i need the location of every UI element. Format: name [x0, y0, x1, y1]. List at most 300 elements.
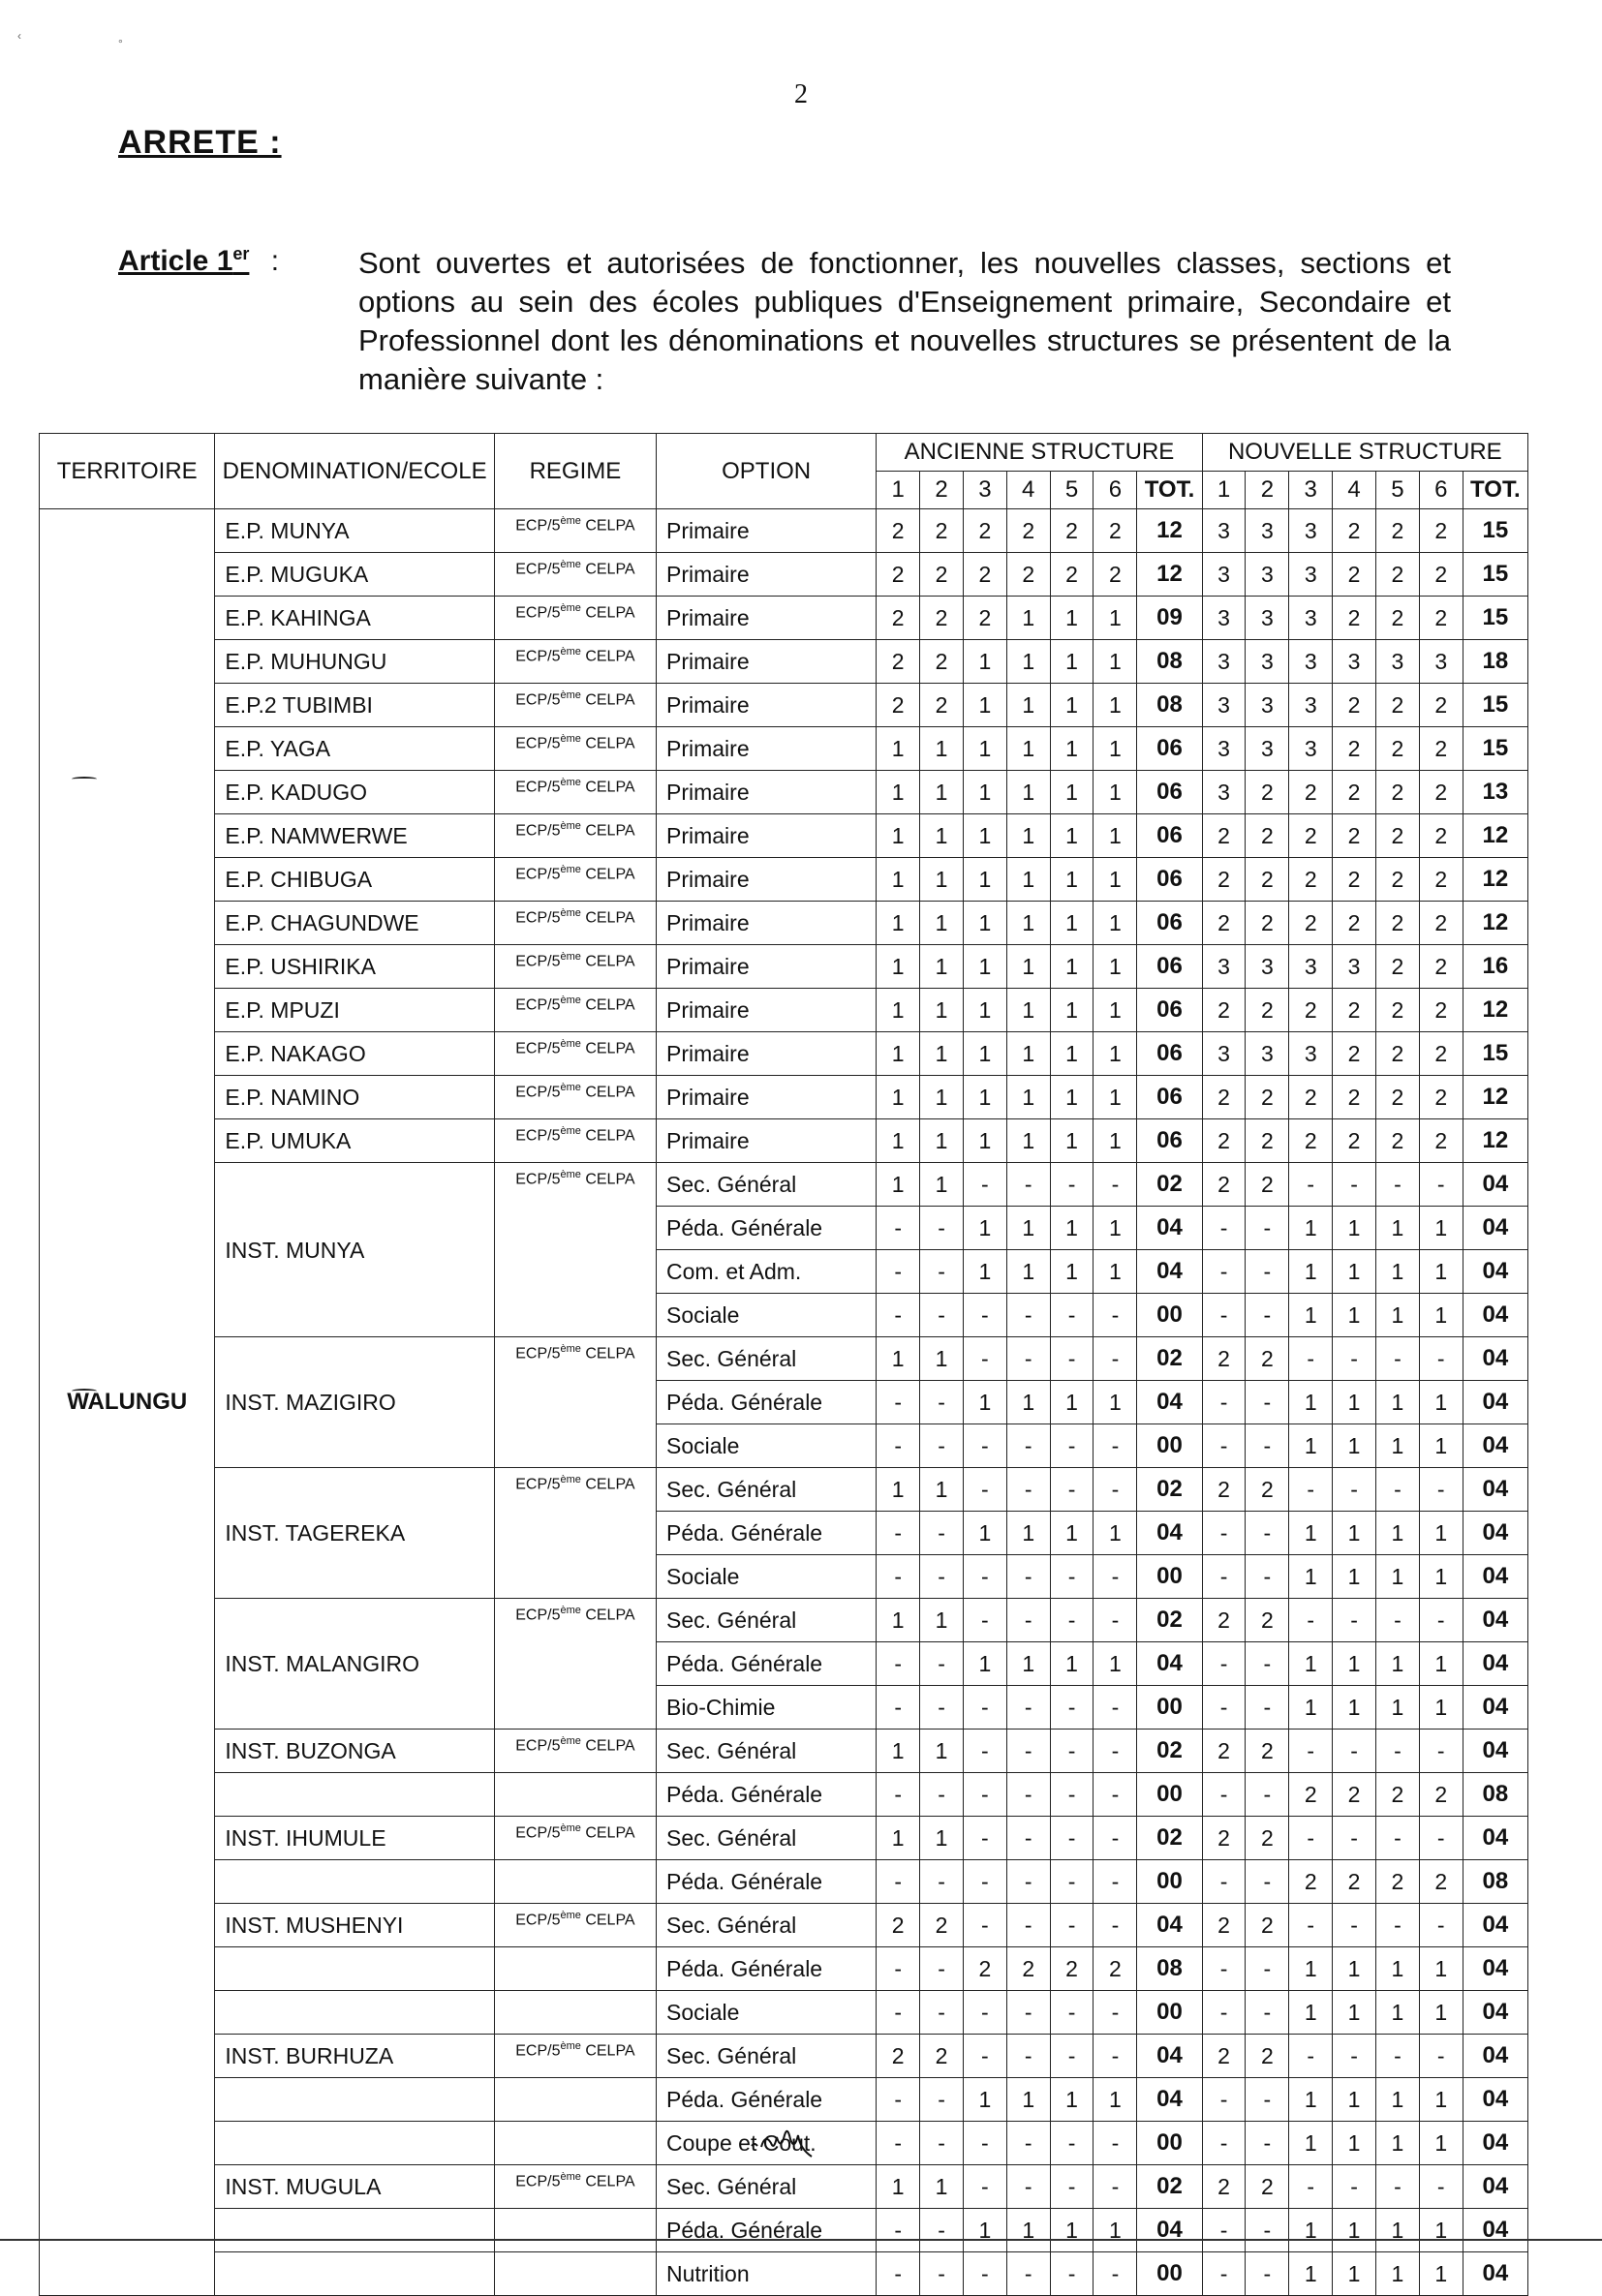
new-class-value: 1: [1375, 1686, 1419, 1730]
new-class-value: 2: [1419, 945, 1463, 989]
new-class-value: 1: [1289, 1207, 1333, 1250]
old-class-value: 1: [1050, 771, 1094, 814]
table-header: [40, 434, 1528, 509]
new-class-value: -: [1246, 2252, 1289, 2296]
new-class-value: 1: [1333, 2122, 1376, 2165]
new-total: 04: [1463, 1512, 1527, 1555]
school-name: E.P. KADUGO: [215, 771, 494, 814]
regime-cell-empty: [494, 1860, 656, 1904]
school-name: E.P. NAMINO: [215, 1076, 494, 1119]
new-class-value: 1: [1419, 1947, 1463, 1991]
regime-tail: CELPA: [580, 1607, 635, 1624]
new-total: 04: [1463, 2035, 1527, 2078]
regime-sup: ème: [560, 1038, 581, 1050]
table-body: [40, 509, 1528, 2296]
regime-sup: ème: [560, 777, 581, 788]
old-class-value: 1: [1050, 2078, 1094, 2122]
new-total: 04: [1463, 1730, 1527, 1773]
regime-tail: CELPA: [580, 866, 635, 883]
new-class-value: 2: [1246, 1904, 1289, 1947]
old-class-value: -: [1050, 1424, 1094, 1468]
old-class-value: 1: [920, 814, 964, 858]
old-class-value: -: [963, 1904, 1006, 1947]
old-class-value: -: [1006, 1730, 1050, 1773]
new-class-value: -: [1202, 1860, 1246, 1904]
regime-tail: CELPA: [580, 1737, 635, 1755]
new-class-value: 1: [1289, 1294, 1333, 1337]
old-class-value: -: [963, 2035, 1006, 2078]
school-name: E.P. MUNYA: [215, 509, 494, 553]
old-total: 00: [1137, 1773, 1202, 1817]
old-class-value: 1: [877, 858, 920, 902]
old-class-value: 1: [1050, 684, 1094, 727]
table-row: [40, 1773, 1528, 1817]
old-class-value: 1: [1094, 684, 1137, 727]
new-class-value: 1: [1419, 1381, 1463, 1424]
old-class-value: 1: [1094, 1076, 1137, 1119]
option-cell: Primaire: [656, 989, 876, 1032]
old-class-value: 1: [920, 1730, 964, 1773]
old-class-value: 1: [920, 1163, 964, 1207]
new-class-value: 3: [1289, 945, 1333, 989]
new-class-value: 1: [1289, 2122, 1333, 2165]
new-class-value: -: [1202, 1250, 1246, 1294]
old-class-value: -: [1006, 1424, 1050, 1468]
regime-cell-empty: [494, 2078, 656, 2122]
regime-cell: [494, 1076, 656, 1119]
new-class-value: 3: [1246, 553, 1289, 597]
old-class-value: 1: [963, 1642, 1006, 1686]
old-class-value: 1: [920, 1119, 964, 1163]
school-name: INST. MALANGIRO: [215, 1599, 494, 1730]
old-class-value: 1: [1094, 814, 1137, 858]
old-class-value: 2: [963, 553, 1006, 597]
old-class-value: 1: [963, 684, 1006, 727]
header-class-old-5: 5: [1050, 472, 1094, 509]
new-class-value: -: [1333, 1599, 1376, 1642]
school-name: INST. IHUMULE: [215, 1817, 494, 1860]
new-class-value: 2: [1419, 1860, 1463, 1904]
old-class-value: 1: [920, 1468, 964, 1512]
regime-tail: CELPA: [580, 1084, 635, 1101]
option-cell: Péda. Générale: [656, 2078, 876, 2122]
old-class-value: 1: [1094, 902, 1137, 945]
table-row: [40, 597, 1528, 640]
new-class-value: 2: [1333, 989, 1376, 1032]
option-cell: Sec. Général: [656, 1817, 876, 1860]
regime-sup: ème: [560, 1910, 581, 1921]
regime-sup: ème: [560, 1169, 581, 1180]
new-class-value: 1: [1333, 1424, 1376, 1468]
old-class-value: 2: [1050, 553, 1094, 597]
old-total: 06: [1137, 1076, 1202, 1119]
old-class-value: -: [877, 1991, 920, 2035]
regime-tail: CELPA: [580, 604, 635, 622]
old-class-value: 1: [1050, 1512, 1094, 1555]
old-class-value: 1: [877, 1337, 920, 1381]
regime-sup: ème: [560, 951, 581, 963]
new-class-value: 1: [1333, 1555, 1376, 1599]
new-class-value: 2: [1246, 989, 1289, 1032]
new-class-value: 3: [1289, 684, 1333, 727]
new-class-value: 2: [1333, 814, 1376, 858]
new-class-value: 1: [1419, 1207, 1463, 1250]
new-class-value: 2: [1202, 2035, 1246, 2078]
new-class-value: 1: [1333, 1642, 1376, 1686]
option-cell: Primaire: [656, 509, 876, 553]
old-class-value: 1: [920, 902, 964, 945]
old-total: 02: [1137, 1163, 1202, 1207]
new-class-value: -: [1289, 1468, 1333, 1512]
new-class-value: 1: [1375, 2252, 1419, 2296]
table-row: [40, 989, 1528, 1032]
old-class-value: -: [1094, 1817, 1137, 1860]
old-class-value: -: [1050, 1686, 1094, 1730]
table-row: [40, 1730, 1528, 1773]
school-name: INST. MUNYA: [215, 1163, 494, 1337]
regime-tail: CELPA: [580, 517, 635, 535]
old-class-value: 1: [1050, 1119, 1094, 1163]
table-row: [40, 1599, 1528, 1642]
old-class-value: 1: [963, 2209, 1006, 2252]
new-class-value: 3: [1289, 640, 1333, 684]
old-class-value: -: [920, 1860, 964, 1904]
old-class-value: 1: [1006, 1381, 1050, 1424]
new-class-value: 2: [1375, 989, 1419, 1032]
old-class-value: -: [1094, 1860, 1137, 1904]
new-total: 15: [1463, 509, 1527, 553]
school-structure-table: [39, 433, 1528, 2296]
new-class-value: 1: [1333, 1207, 1376, 1250]
old-class-value: -: [963, 1294, 1006, 1337]
old-class-value: 2: [920, 684, 964, 727]
new-class-value: 2: [1246, 1119, 1289, 1163]
old-class-value: -: [1006, 1294, 1050, 1337]
old-class-value: 1: [963, 945, 1006, 989]
regime-cell: [494, 1119, 656, 1163]
old-total: 06: [1137, 1032, 1202, 1076]
old-class-value: 1: [1050, 597, 1094, 640]
new-class-value: 2: [1333, 1773, 1376, 1817]
old-class-value: 1: [877, 1599, 920, 1642]
old-class-value: 2: [920, 553, 964, 597]
old-class-value: 2: [877, 1904, 920, 1947]
school-name: E.P. YAGA: [215, 727, 494, 771]
new-class-value: -: [1202, 1773, 1246, 1817]
old-class-value: -: [877, 1207, 920, 1250]
new-class-value: -: [1246, 1424, 1289, 1468]
new-class-value: -: [1246, 1686, 1289, 1730]
school-name-empty: [215, 1947, 494, 1991]
new-class-value: 1: [1419, 2209, 1463, 2252]
old-class-value: 1: [1050, 727, 1094, 771]
old-class-value: -: [877, 2122, 920, 2165]
old-class-value: 1: [1006, 989, 1050, 1032]
regime-sup: ème: [560, 689, 581, 701]
old-class-value: -: [963, 1991, 1006, 2035]
old-class-value: 2: [920, 597, 964, 640]
new-class-value: 2: [1202, 989, 1246, 1032]
regime-text: ECP/5: [515, 648, 561, 665]
old-class-value: 1: [1006, 945, 1050, 989]
option-cell: Primaire: [656, 597, 876, 640]
option-cell: Primaire: [656, 1119, 876, 1163]
new-total: 12: [1463, 902, 1527, 945]
bottom-rule: [0, 2239, 1602, 2241]
new-class-value: 2: [1333, 509, 1376, 553]
article-label-name: [118, 245, 249, 277]
new-total: 04: [1463, 1642, 1527, 1686]
option-cell: Péda. Générale: [656, 1381, 876, 1424]
old-class-value: 1: [1094, 597, 1137, 640]
new-total: 13: [1463, 771, 1527, 814]
new-class-value: 2: [1419, 727, 1463, 771]
new-class-value: -: [1202, 1642, 1246, 1686]
new-class-value: -: [1246, 1947, 1289, 1991]
table-row: [40, 1119, 1528, 1163]
new-class-value: 1: [1375, 2122, 1419, 2165]
new-class-value: 1: [1333, 1947, 1376, 1991]
old-class-value: -: [1050, 1773, 1094, 1817]
new-class-value: 3: [1202, 597, 1246, 640]
old-class-value: 1: [1006, 684, 1050, 727]
old-class-value: 1: [1050, 858, 1094, 902]
new-class-value: 1: [1419, 2252, 1463, 2296]
old-total: 08: [1137, 684, 1202, 727]
old-class-value: -: [1006, 2252, 1050, 2296]
new-class-value: -: [1375, 1163, 1419, 1207]
new-total: 04: [1463, 2165, 1527, 2209]
old-total: 00: [1137, 1860, 1202, 1904]
new-class-value: -: [1333, 1730, 1376, 1773]
old-class-value: 1: [1050, 902, 1094, 945]
new-class-value: 2: [1333, 1076, 1376, 1119]
old-class-value: 1: [963, 640, 1006, 684]
regime-tail: CELPA: [580, 953, 635, 970]
old-class-value: 1: [1094, 2209, 1137, 2252]
new-class-value: 2: [1246, 902, 1289, 945]
new-class-value: 1: [1419, 2122, 1463, 2165]
new-class-value: 3: [1202, 509, 1246, 553]
regime-cell: [494, 989, 656, 1032]
regime-cell: [494, 1468, 656, 1599]
new-class-value: -: [1333, 1163, 1376, 1207]
old-class-value: 2: [1094, 1947, 1137, 1991]
old-total: 12: [1137, 553, 1202, 597]
new-class-value: 1: [1375, 1947, 1419, 1991]
school-name-empty: [215, 2078, 494, 2122]
option-cell: Sec. Général: [656, 1337, 876, 1381]
new-class-value: 3: [1202, 945, 1246, 989]
old-class-value: -: [877, 2078, 920, 2122]
old-class-value: 1: [1006, 1076, 1050, 1119]
old-class-value: -: [1094, 1686, 1137, 1730]
new-class-value: 1: [1289, 1555, 1333, 1599]
new-class-value: 3: [1289, 597, 1333, 640]
old-class-value: -: [1094, 1424, 1137, 1468]
regime-cell: [494, 814, 656, 858]
regime-sup: ème: [560, 1605, 581, 1616]
old-class-value: -: [1050, 1860, 1094, 1904]
old-class-value: 1: [963, 902, 1006, 945]
new-class-value: 2: [1246, 2165, 1289, 2209]
school-name: INST. TAGEREKA: [215, 1468, 494, 1599]
old-class-value: 1: [920, 727, 964, 771]
regime-cell: [494, 771, 656, 814]
new-class-value: -: [1202, 1991, 1246, 2035]
new-class-value: 1: [1375, 1555, 1419, 1599]
regime-text: ECP/5: [515, 735, 561, 752]
old-class-value: -: [1050, 1904, 1094, 1947]
old-class-value: 1: [920, 2165, 964, 2209]
regime-cell: [494, 1599, 656, 1730]
old-class-value: 1: [963, 1032, 1006, 1076]
new-class-value: -: [1289, 1337, 1333, 1381]
old-class-value: 1: [920, 858, 964, 902]
old-total: 09: [1137, 597, 1202, 640]
old-class-value: -: [920, 1512, 964, 1555]
regime-cell: [494, 1337, 656, 1468]
regime-cell: [494, 553, 656, 597]
new-total: 04: [1463, 1424, 1527, 1468]
new-class-value: -: [1375, 2035, 1419, 2078]
new-total: 04: [1463, 1207, 1527, 1250]
old-class-value: 2: [963, 597, 1006, 640]
new-total: 15: [1463, 553, 1527, 597]
new-class-value: 2: [1419, 553, 1463, 597]
old-class-value: 1: [963, 814, 1006, 858]
old-class-value: 1: [1050, 1381, 1094, 1424]
scan-mark: ‹: [17, 29, 21, 43]
new-class-value: 3: [1246, 684, 1289, 727]
table-row: [40, 945, 1528, 989]
new-class-value: -: [1246, 1773, 1289, 1817]
old-class-value: 1: [1050, 640, 1094, 684]
new-class-value: 1: [1375, 1424, 1419, 1468]
old-class-value: 1: [877, 771, 920, 814]
old-class-value: -: [1094, 2122, 1137, 2165]
old-class-value: -: [1050, 1599, 1094, 1642]
new-class-value: 2: [1333, 727, 1376, 771]
new-class-value: 2: [1246, 1468, 1289, 1512]
new-class-value: 2: [1333, 553, 1376, 597]
old-class-value: 1: [1050, 1032, 1094, 1076]
old-total: 04: [1137, 2035, 1202, 2078]
old-class-value: 2: [877, 684, 920, 727]
old-class-value: -: [920, 1250, 964, 1294]
old-total: 02: [1137, 1599, 1202, 1642]
new-class-value: 3: [1246, 1032, 1289, 1076]
old-class-value: 1: [963, 1250, 1006, 1294]
new-total: 12: [1463, 814, 1527, 858]
new-class-value: -: [1333, 1904, 1376, 1947]
regime-tail: CELPA: [580, 1824, 635, 1842]
new-class-value: -: [1289, 1730, 1333, 1773]
old-total: 06: [1137, 814, 1202, 858]
old-class-value: -: [1006, 1599, 1050, 1642]
new-class-value: 2: [1289, 1119, 1333, 1163]
school-name-empty: [215, 2122, 494, 2165]
new-class-value: 2: [1375, 858, 1419, 902]
old-class-value: -: [1006, 2122, 1050, 2165]
regime-sup: ème: [560, 1082, 581, 1093]
new-class-value: 2: [1375, 509, 1419, 553]
old-class-value: -: [1094, 2252, 1137, 2296]
new-class-value: -: [1202, 1686, 1246, 1730]
old-class-value: -: [877, 1947, 920, 1991]
header-tot-old: TOT.: [1137, 472, 1202, 509]
new-class-value: -: [1246, 1860, 1289, 1904]
new-total: 12: [1463, 1076, 1527, 1119]
regime-sup: ème: [560, 1822, 581, 1834]
table-row: [40, 1947, 1528, 1991]
new-class-value: 1: [1375, 1381, 1419, 1424]
old-class-value: 1: [1050, 1207, 1094, 1250]
school-name: E.P. CHIBUGA: [215, 858, 494, 902]
table-row: [40, 2165, 1528, 2209]
new-class-value: 2: [1246, 858, 1289, 902]
old-class-value: 1: [1006, 640, 1050, 684]
header-tot-new: TOT.: [1463, 472, 1527, 509]
old-class-value: -: [877, 1555, 920, 1599]
old-class-value: -: [1050, 1294, 1094, 1337]
school-name: INST. BUZONGA: [215, 1730, 494, 1773]
new-class-value: 2: [1419, 597, 1463, 640]
new-class-value: 2: [1202, 1468, 1246, 1512]
old-class-value: 1: [1094, 858, 1137, 902]
table-row: [40, 1163, 1528, 1207]
option-cell: Sec. Général: [656, 1730, 876, 1773]
new-class-value: -: [1202, 1512, 1246, 1555]
header-class-new-6: 6: [1419, 472, 1463, 509]
old-class-value: -: [1050, 1163, 1094, 1207]
regime-text: ECP/5: [515, 1737, 561, 1755]
new-class-value: -: [1419, 1599, 1463, 1642]
new-class-value: 2: [1246, 1076, 1289, 1119]
old-class-value: -: [963, 1424, 1006, 1468]
old-class-value: -: [1050, 1555, 1094, 1599]
new-class-value: 2: [1333, 1860, 1376, 1904]
old-class-value: 1: [1094, 1381, 1137, 1424]
option-cell: Sec. Général: [656, 1904, 876, 1947]
option-cell: Coupe et Cout.: [656, 2122, 876, 2165]
new-class-value: -: [1333, 1468, 1376, 1512]
new-class-value: 2: [1333, 902, 1376, 945]
option-cell: Sec. Général: [656, 2165, 876, 2209]
old-class-value: 1: [1050, 1642, 1094, 1686]
new-class-value: 3: [1202, 727, 1246, 771]
new-class-value: -: [1246, 1207, 1289, 1250]
table-row: [40, 1860, 1528, 1904]
new-total: 04: [1463, 1337, 1527, 1381]
old-total: 00: [1137, 2122, 1202, 2165]
new-total: 04: [1463, 1817, 1527, 1860]
new-class-value: 2: [1375, 684, 1419, 727]
new-class-value: -: [1333, 2165, 1376, 2209]
new-class-value: 2: [1289, 989, 1333, 1032]
old-class-value: 1: [877, 1163, 920, 1207]
new-total: 15: [1463, 684, 1527, 727]
old-class-value: 2: [877, 597, 920, 640]
new-class-value: -: [1202, 1947, 1246, 1991]
new-class-value: 2: [1289, 1076, 1333, 1119]
old-total: 02: [1137, 1337, 1202, 1381]
old-class-value: -: [1094, 1991, 1137, 2035]
option-cell: Sec. Général: [656, 1468, 876, 1512]
option-cell: Sociale: [656, 1424, 876, 1468]
new-total: 04: [1463, 1947, 1527, 1991]
new-total: 04: [1463, 1991, 1527, 2035]
